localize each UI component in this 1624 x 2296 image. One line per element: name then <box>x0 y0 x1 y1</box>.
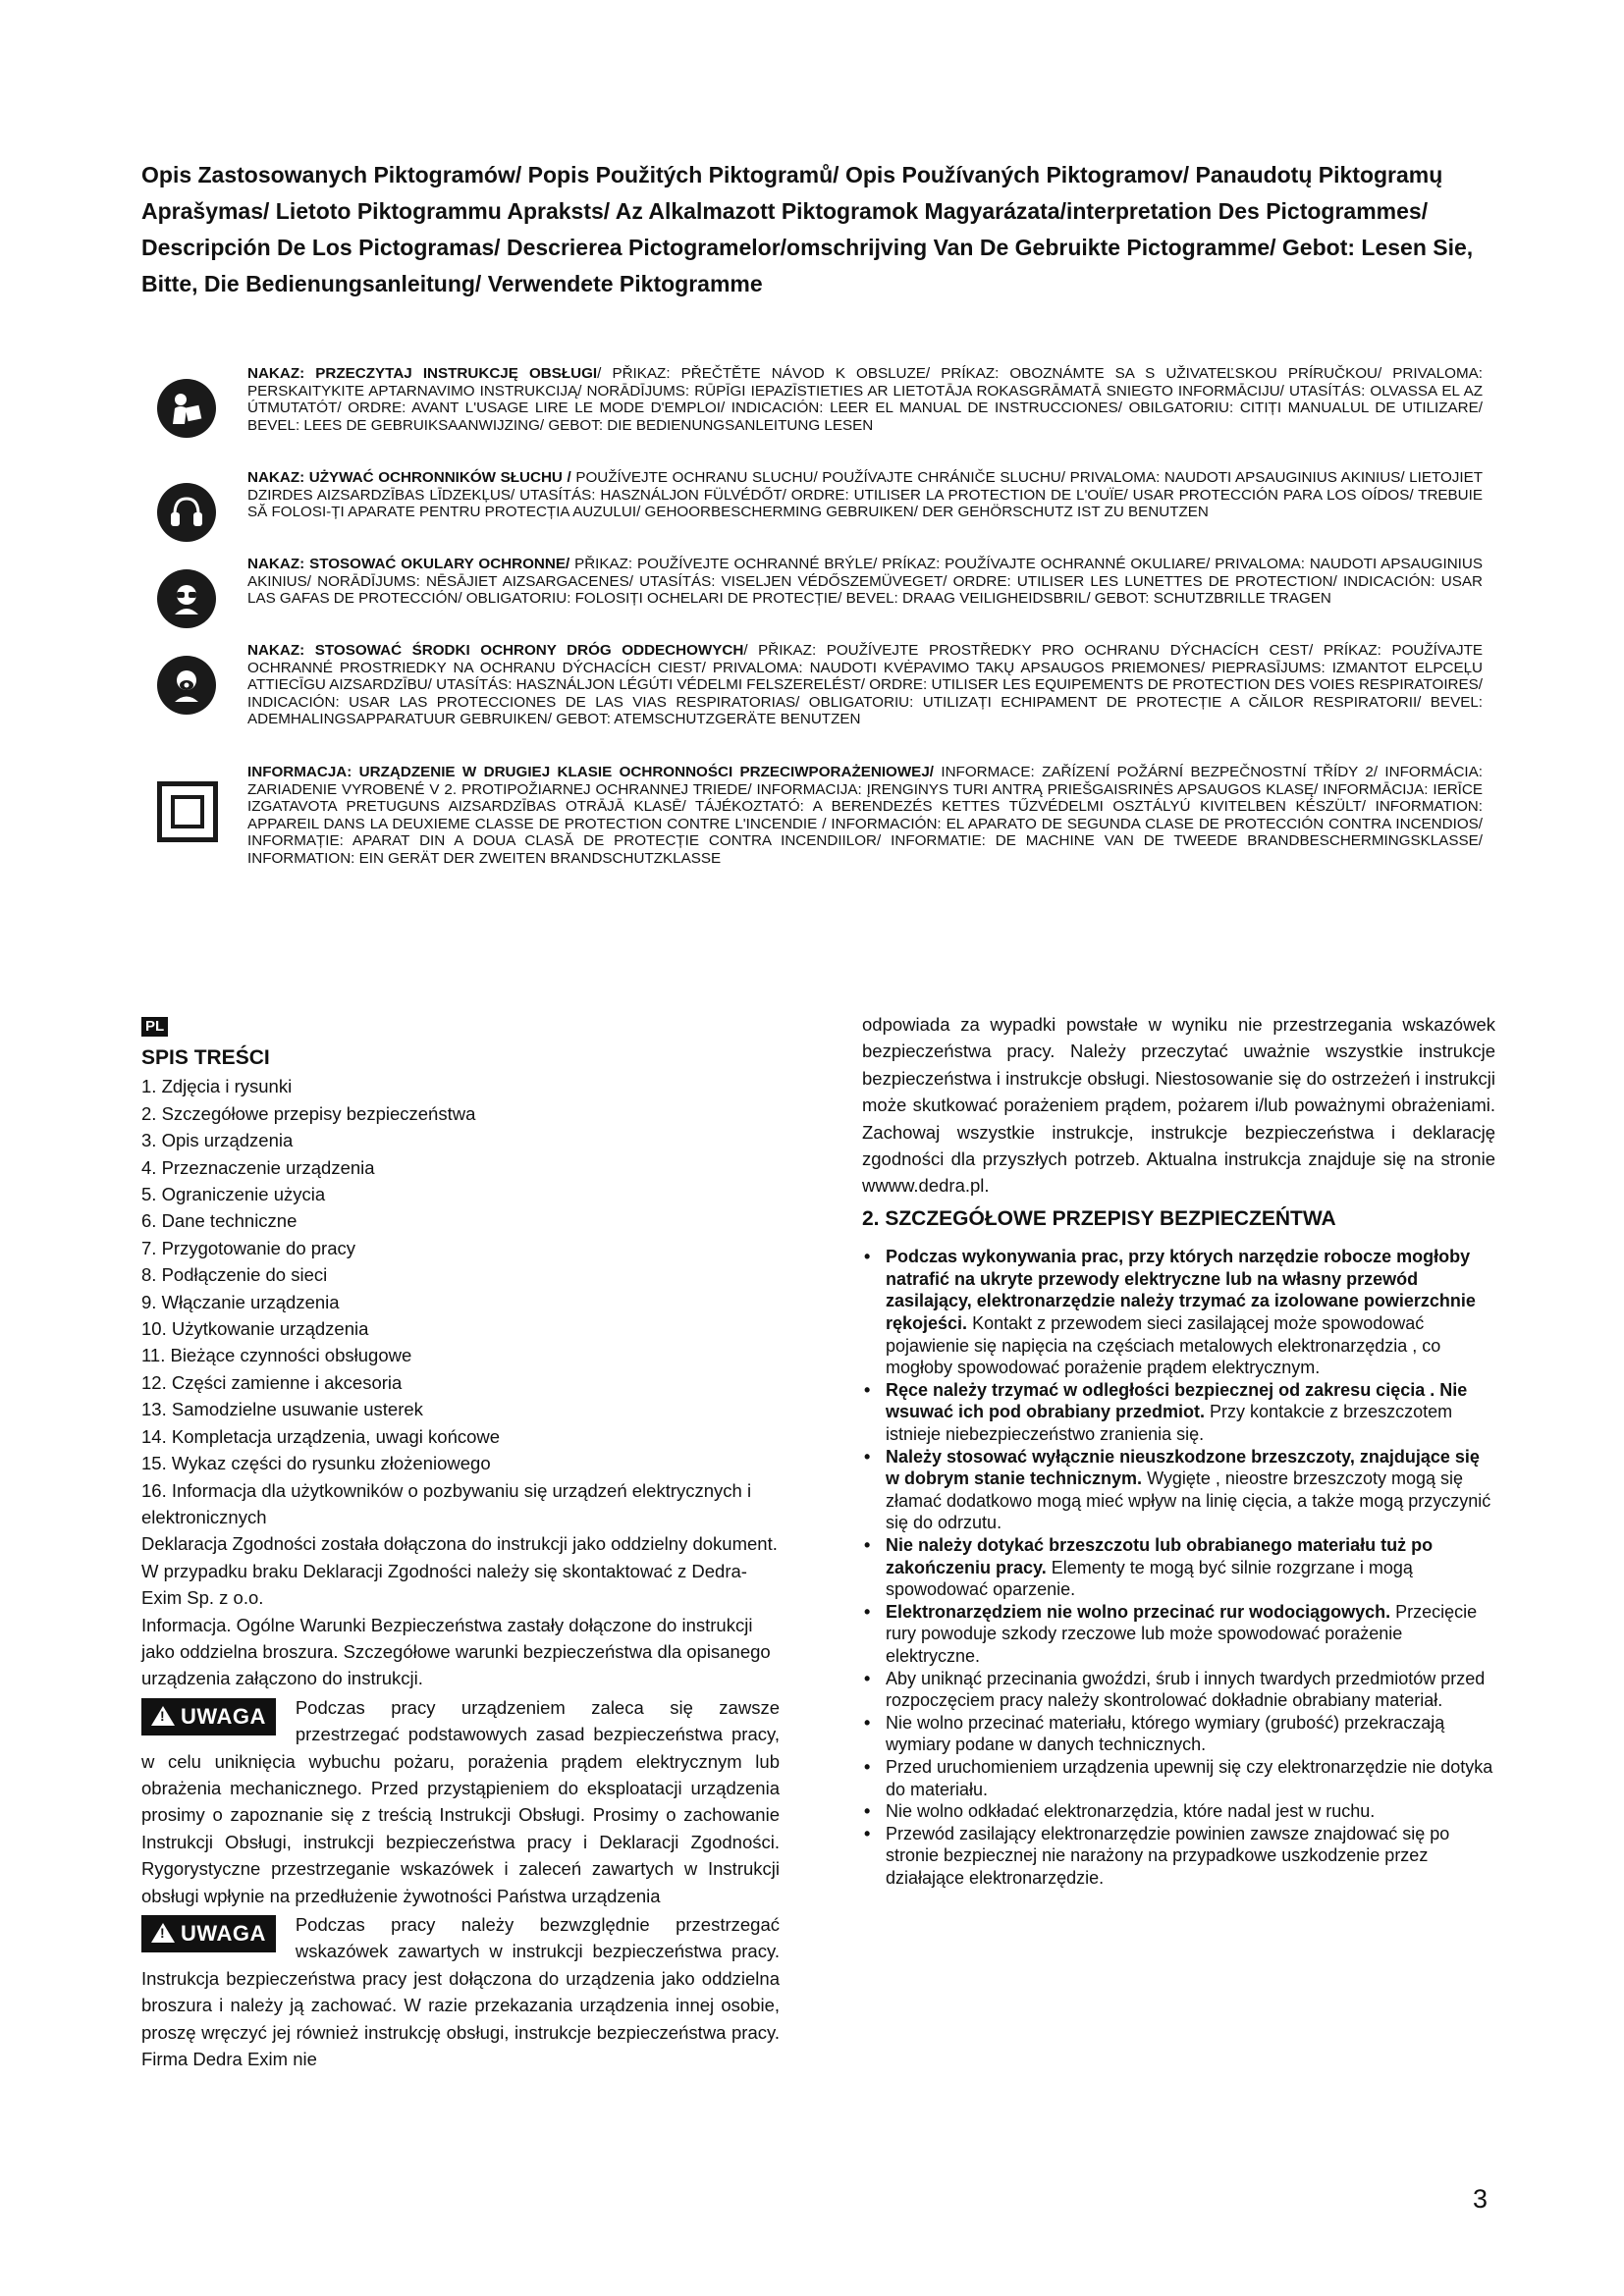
pictogram-bold: NAKAZ: STOSOWAĆ OKULARY OCHRONNE/ <box>247 556 570 572</box>
toc-item: 8. Podłączenie do sieci <box>141 1264 328 1286</box>
safety-glasses-icon <box>157 569 216 628</box>
pictogram-class-two <box>147 764 1483 868</box>
pictogram-text: INFORMACE: ZAŘÍZENÍ POŽÁRNÍ BEZPEČNOSTNÍ TŘÍDY 2/ INFORMÁCIA: ZARIADENIE VYROBENÉ V 2. PROTIPOŽIARNEJ OCHRANNEJ TRIEDE/ INFORMACIJA: ĮRENGINYS TURI ANTRĄ PRIEŠGAISRINĖS APSAUGOS KLASĘ/ INFORMĀCIJA: IERĪCE IZGATAVOTA PRETUGUNS AIZSARDZĪBAS OTRĀJĀ KLASĒ/ TÁJÉKOZTATÓ: A BERENDEZÉS KETTES TŰZVÉDELMI OSZTÁLYÚ KIVITELBEN KÉSZÜLT/ INFORMATION: APPAREIL DANS LA DEUXIEME CLASSE DE PROTECTION CONTRE L'INCENDIE / INFORMACIÓN: EL APARATO DE SEGUNDA CLASE DE PROTECCIÓN CONTRA INCENDIOS/ INFORMAȚIE: APARAT DIN A DOUA CLASĂ DE PROTECȚIE CONTRA INCENDIILOR/ INFORMATIE: DE MACHINE VAN DE TWEEDE BRANDBESCHERMINGSKLASSE/ INFORMATION: EIN GERÄT DER ZWEITEN BRANDSCHUTZKLASSE <box>247 764 1483 867</box>
pictogram-bold: NAKAZ: PRZECZYTAJ INSTRUKCJĘ OBSŁUGI <box>247 365 598 382</box>
warning-triangle-icon <box>151 1706 175 1726</box>
rule-text: Nie wolno przecinać materiału, którego wymiary (grubość) przekraczają wymiary podane w danych technicznych. <box>886 1712 1445 1755</box>
warning-label: UWAGA <box>181 1703 266 1729</box>
left-column <box>141 1044 780 2072</box>
ear-protection-icon <box>157 483 216 542</box>
toc-item: 2. Szczegółowe przepisy bezpieczeństwa <box>141 1102 476 1124</box>
rule-text: Elementy te mogą być silnie rozgrzane i mogą spowodować oparzenie. <box>886 1557 1413 1600</box>
toc-item: 13. Samodzielne usuwanie usterek <box>141 1399 423 1420</box>
respirator-icon <box>157 656 216 715</box>
toc-item: 7. Przygotowanie do pracy <box>141 1237 356 1258</box>
pictogram-text: POUŽÍVEJTE OCHRANU SLUCHU/ POUŽÍVAJTE CHRÁNIČE SLUCHU/ PRIVALOMA: NAUDOTI APSAUGINIUS AKINIUS/ LIETOJIET DZIRDES AIZSARDZĪBAS LĪDZEKĻUS/ UTASÍTÁS: HASZNÁLJON FÜLVÉDŐT/ ORDRE: UTILISER LA PROTECTION DE L'OUÏE/ USAR PROTECCIÓN PARA LOS OÍDOS/ TREBUIE SĂ FOLOSI-ȚI APARATE PENTRU PROTECȚIA AUZULUI/ GEHOORBESCHERMING GEBRUIKEN/ DER GEHÖRSCHUTZ IST ZU BENUTZEN <box>247 469 1484 521</box>
pictogram-safety-glasses <box>147 556 1483 642</box>
toc-item: 16. Informacja dla użytkowników o pozbywaniu się urządzeń elektrycznych i elektronicznych <box>141 1479 752 1527</box>
read-manual-icon <box>157 379 216 438</box>
safety-rules-list <box>862 1246 1495 1889</box>
toc-item: 10. Użytkowanie urządzenia <box>141 1318 369 1340</box>
rule-text: Przed uruchomieniem urządzenia upewnij się czy elektronarzędzie nie dotyka do materiału. <box>886 1756 1493 1799</box>
toc-item: 15. Wykaz części do rysunku złożeniowego <box>141 1453 491 1474</box>
toc-item: 12. Części zamienne i akcesoria <box>141 1371 403 1393</box>
intro-paragraph: odpowiada za wypadki powstałe w wyniku nie przestrzegania wskazówek bezpieczeństwa pracy. Należy przeczytać uważnie wszystkie instrukcje bezpieczeństwa i instrukcje obsługi. Niestosowanie się do ostrzeżeń i instrukcji może skutkować porażeniem prądem, pożarem i/lub poważnymi obrażeniami. Zachowaj wszystkie instrukcje, instrukcje bezpieczeństwa i deklarację zgodności dla przyszłych potrzeb. Aktualna instrukcja znajduje się na stronie wwww.dedra.pl. <box>862 1014 1495 1197</box>
toc-item: 1. Zdjęcia i rysunki <box>141 1076 293 1097</box>
warning-text-2: Podczas pracy należy bezwzględnie przestrzegać wskazówek zawartych w instrukcji bezpieczeństwa pracy. Instrukcja bezpieczeństwa pracy jest dołączona do urządzenia jako oddzielna broszura i należy ją zachować. W razie przekazania urządzenia innej osobie, proszę wręczyć jej również instrukcję obsługi, instrukcje bezpieczeństwa pracy. Firma Dedra Exim nie <box>141 1914 780 2070</box>
toc-title: SPIS TREŚCI <box>141 1046 270 1069</box>
warning-text-1: Podczas pracy urządzeniem zaleca się zawsze przestrzegać podstawowych zasad bezpieczeństwa pracy, w celu uniknięcia wybuchu pożaru, porażenia prądem elektrycznym lub obrażenia mechanicznego. Przed przystąpieniem do eksploatacji urządzenia prosimy o zapoznanie się z treścią Instrukcji Obsługi. Prosimy o zachowanie Instrukcji Obsługi, instrukcji bezpieczeństwa pracy i Deklaracji Zgodności. Rygorystyczne przestrzeganie wskazówek i zaleceń zawartych w Instrukcji obsługi wpłynie na przedłużenie żywotności Państwa urządzenia <box>141 1696 780 1906</box>
pictogram-text: PŘIKAZ: POUŽÍVEJTE OCHRANNÉ BRÝLE/ PRÍKAZ: POUŽÍVAJTE OCHRANNÉ OKULIARE/ PRIVALOMA: NAUDOTI APSAUGINIUS AKINIUS/ NORĀDĪJUMS: NĒSĀJIET AIZSARGACENES/ UTASÍTÁS: VISELJEN VÉDŐSZEMÜVEGET/ ORDRE: UTILISER LES LUNETTES DE PROTECTION/ INDICACIÓN: USAR LAS GAFAS DE PROTECCIÓN/ OBLIGATORIU: FOLOSIȚI OCHELARI DE PROTECȚIE/ BEVEL: DRAAG VEILIGHEIDSBRIL/ GEBOT: SCHUTZBRILLE TRAGEN <box>247 556 1483 608</box>
table-of-contents <box>141 1073 780 1530</box>
toc-item: 14. Kompletacja urządzenia, uwagi końcowe <box>141 1425 501 1447</box>
rule-text: Przewód zasilający elektronarzędzie powinien zawsze znajdować się po stronie bezpiecznej nie narażony na przypadkowe uszkodzenie przez działające elektronarzędzie. <box>886 1823 1450 1888</box>
rule-text: Przy kontakcie z brzeszczotem istnieje niebezpieczeństwo zranienia się. <box>886 1402 1453 1444</box>
list-item <box>862 1601 1495 1668</box>
warning-block-1 <box>141 1694 780 1909</box>
list-item <box>862 1534 1495 1601</box>
list-item <box>862 1446 1495 1534</box>
language-badge: PL <box>141 1017 168 1037</box>
list-item <box>862 1823 1495 1890</box>
toc-item: 9. Włączanie urządzenia <box>141 1291 340 1312</box>
rule-bold: Ręce należy trzymać w odległości bezpiecznej od zakresu cięcia . Nie wsuwać ich pod obrabiany przedmiot. <box>886 1379 1468 1422</box>
information-paragraph: Informacja. Ogólne Warunki Bezpieczeństwa zastały dołączone do instrukcji jako oddzielna broszura. Szczegółowe warunki bezpieczeństwa dla opisanego urządzenia załączono do instrukcji. <box>141 1614 771 1689</box>
list-item <box>862 1246 1495 1379</box>
rule-text: Wygięte , nieostre brzeszczoty mogą się złamać dodatkowo mogą mieć wpływ na linię cięcia, a także mogą przyczynić się do odrzutu. <box>886 1468 1491 1533</box>
list-item <box>862 1668 1495 1712</box>
toc-item: 6. Dane techniczne <box>141 1210 298 1232</box>
rule-bold: Należy stosować wyłącznie nieuszkodzone brzeszczoty, znajdujące się w dobrym stanie technicznym. <box>886 1446 1480 1489</box>
page-header-title: Opis Zastosowanych Piktogramów/ Popis Použitých Piktogramů/ Opis Používaných Piktogramov/ Panaudotų Piktogramų Aprašymas/ Lietoto Piktogrammu Apraksts/ Az Alkalmazott Piktogramok Magyarázata/interpretation Des Pictogrammes/ Descripción De Los Pictogramas/ Descrierea Pictogramelor/omschrijving Van De Gebruikte Pictogramme/ Gebot: Lesen Sie, Bitte, Die Bedienungsanleitung/ Verwendete Piktogramme <box>141 162 1474 296</box>
warning-label: UWAGA <box>181 1921 266 1946</box>
pictogram-read-manual <box>147 365 1483 469</box>
pictogram-bold: NAKAZ: STOSOWAĆ ŚRODKI OCHRONY DRÓG ODDECHOWYCH <box>247 642 744 659</box>
pictogram-list <box>147 365 1483 868</box>
rule-text: Aby uniknąć przecinania gwoździ, śrub i innych twardych przedmiotów przed rozpoczęciem pracy należy skontrolować dokładnie obrabiany materiał. <box>886 1668 1486 1711</box>
toc-item: 4. Przeznaczenie urządzenia <box>141 1156 375 1178</box>
warning-triangle-icon <box>151 1923 175 1943</box>
warning-badge <box>141 1915 276 1952</box>
rule-text: Kontakt z przewodem sieci zasilającej może spowodować pojawienie się napięcia na częściach metalowych elektronarzędzia , co mogłoby spowodować porażenie prądem elektrycznym. <box>886 1313 1441 1378</box>
rule-text: Nie wolno odkładać elektronarzędzia, które nadal jest w ruchu. <box>886 1801 1376 1822</box>
page-number: 3 <box>1473 2184 1489 2214</box>
list-item <box>862 1756 1495 1800</box>
toc-item: 11. Bieżące czynności obsługowe <box>141 1345 412 1366</box>
rule-bold: Elektronarzędziem nie wolno przecinać rur wodociągowych. <box>886 1601 1391 1622</box>
list-item <box>862 1379 1495 1446</box>
pictogram-text: / PŘIKAZ: POUŽÍVEJTE PROSTŘEDKY PRO OCHRANU DÝCHACÍCH CEST/ PRÍKAZ: POUŽÍVAJTE OCHRANNÉ PROSTRIEDKY NA OCHRANU DÝCHACÍCH CIEST/ PRIVALOMA: NAUDOTI KVĖPAVIMO TAKŲ APSAUGOS PRIEMONES/ PIEPRASĪJUMS: IZMANTOT ELPCEĻU ATTIECĪGU AIZSARDZĪBU/ UTASÍTÁS: HASZNÁLJON LÉGÚTI VÉDELMI FELSZERELÉST/ ORDRE: UTILISER LES EQUIPEMENTS DE PROTECTION DES VOIES RESPIRATOIRES/ INDICACIÓN: USAR LAS PROTECCIONES DE LAS VIAS RESPIRATORIAS/ OBLIGATORIU: UTILIZAȚI ECHIPAMENT DE PROTECȚIE A CĂILOR RESPIRATORII/ BEVEL: ADEMHALINGSAPPARATUUR GEBRUIKEN/ GEBOT: ATEMSCHUTZGERÄTE BENUTZEN <box>247 642 1483 728</box>
rule-text: Przecięcie rury powoduje szkody rzeczowe lub może spowodować porażenie elektryczne. <box>886 1601 1478 1666</box>
rule-bold: Podczas wykonywania prac, przy których narzędzie robocze mogłoby natrafić na ukryte przewody elektryczne lub na własny przewód zasilający, elektronarzędzie należy trzymać za izolowane powierzchnie rękojeści. <box>886 1247 1476 1334</box>
pictogram-bold: NAKAZ: UŻYWAĆ OCHRONNIKÓW SŁUCHU / <box>247 469 571 486</box>
toc-item: 3. Opis urządzenia <box>141 1130 294 1151</box>
pictogram-bold: INFORMACJA: URZĄDZENIE W DRUGIEJ KLASIE OCHRONNOŚCI PRZECIWPORAŻENIOWEJ/ <box>247 764 934 780</box>
toc-item: 5. Ograniczenie użycia <box>141 1184 326 1205</box>
declaration-paragraph: Deklaracja Zgodności została dołączona do instrukcji jako oddzielny dokument. W przypadku braku Deklaracji Zgodności należy się skontaktować z Dedra-Exim Sp. z o.o. <box>141 1533 778 1609</box>
right-column <box>862 1011 1495 1889</box>
warning-block-2 <box>141 1911 780 2072</box>
list-item <box>862 1712 1495 1756</box>
pictogram-text: / PŘIKAZ: PŘEČTĚTE NÁVOD K OBSLUZE/ PRÍKAZ: OBOZNÁMTE SA S UŽIVATEĽSKOU PRÍRUČKOU/ PRIVALOMA: PERSKAITYKITE APTARNAVIMO INSTRUKCIJĄ/ NORĀDĪJUMS: RŪPĪGI IEPAZĪSTIETIES AR LIETOTĀJA ROKASGRĀMATĀ SNIEGTO INFORMĀCIJU/ UTASÍTÁS: OLVASSA EL AZ ÚTMUTATÓT/ ORDRE: AVANT L'USAGE LIRE LE MODE D'EMPLOI/ INDICACIÓN: LEER EL MANUAL DE INSTRUCCIONES/ OBILGATORIU: CITIȚI MANUALUL DE UTILIZARE/ BEVEL: LEES DE GEBRUIKSAANWIJZING/ GEBOT: DIE BEDIENUNGSANLEITUNG LESEN <box>247 365 1484 434</box>
class-two-insulation-icon <box>157 781 218 842</box>
section-title: 2. SZCZEGÓŁOWE PRZEPISY BEZPIECZEŃTWA <box>862 1206 1336 1230</box>
list-item <box>862 1800 1495 1823</box>
warning-badge <box>141 1698 276 1735</box>
pictogram-respirator <box>147 642 1483 764</box>
rule-bold: Nie należy dotykać brzeszczotu lub obrabianego materiału tuż po zakończeniu pracy. <box>886 1534 1434 1577</box>
pictogram-ear-protection <box>147 469 1483 556</box>
